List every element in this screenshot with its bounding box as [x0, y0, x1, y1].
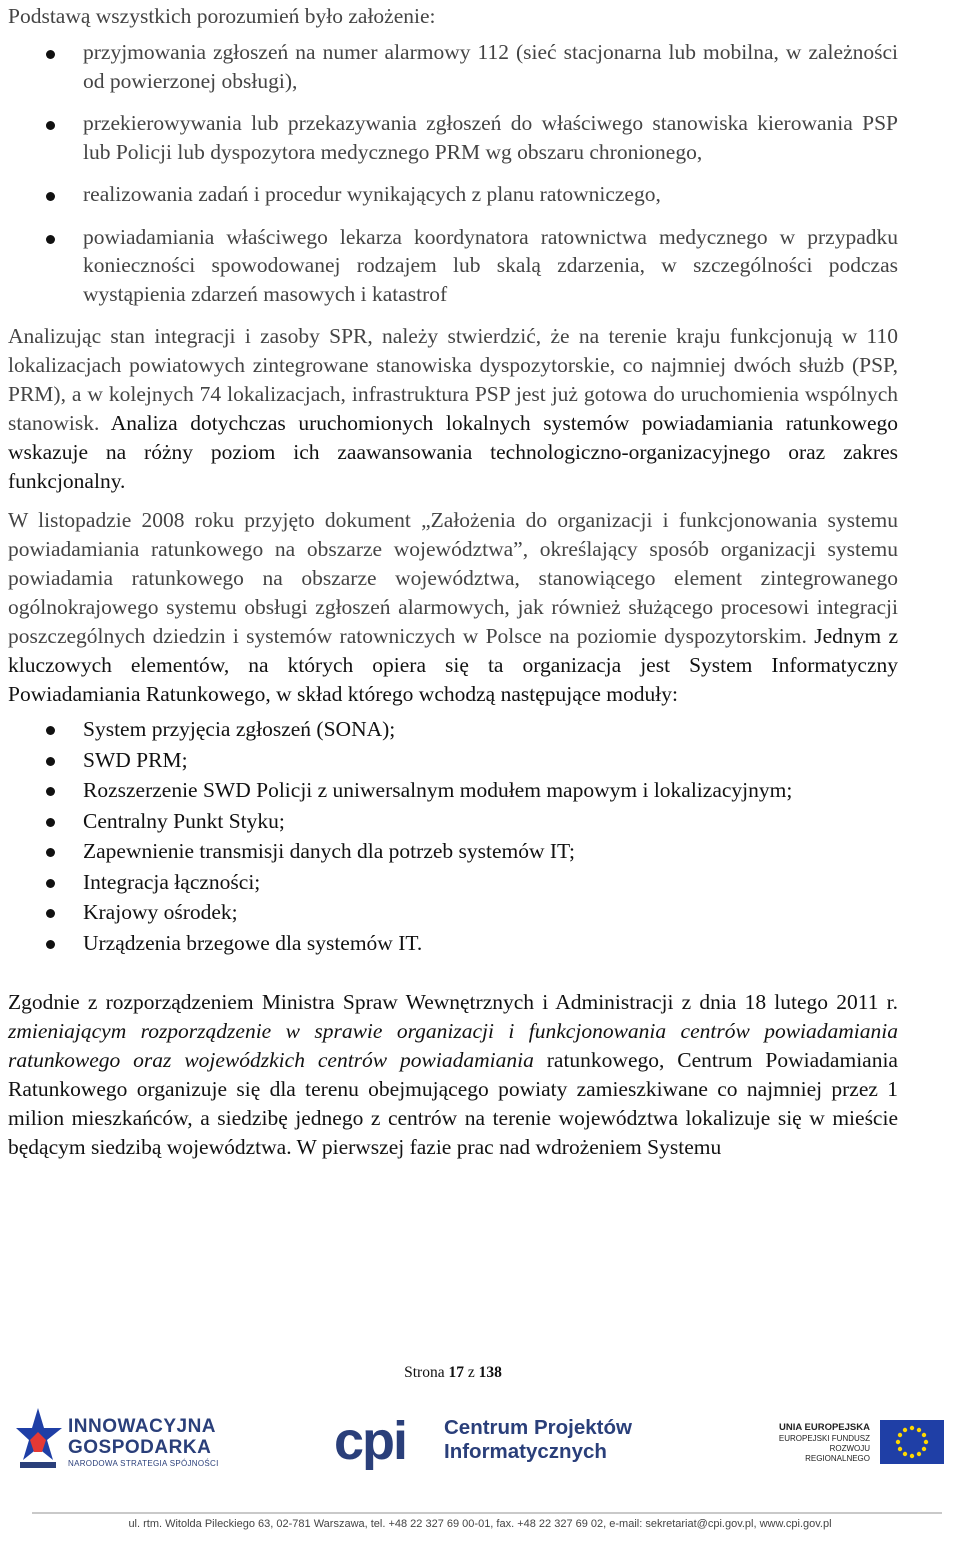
- bullet-icon: [46, 50, 55, 59]
- bullet-icon: [46, 940, 55, 949]
- bullet-icon: [46, 787, 55, 796]
- list-item: SWD PRM;: [8, 746, 898, 775]
- list-item: powiadamiania właściwego lekarza koordynatora ratownictwa medycznego w przypadku konieczności spowodowanej rodzajem lub skalą zdarzenia, w szczególności podczas wystąpienia zdarzeń masowych i katastrof: [8, 223, 898, 309]
- list-item: Integracja łączności;: [8, 868, 898, 897]
- footer-divider: [32, 1512, 942, 1514]
- list-item: Zapewnienie transmisji danych dla potrzeb systemów IT;: [8, 837, 898, 866]
- logos-bar: INNOWACYJNA GOSPODARKA NARODOWA STRATEGIA SPÓJNOŚCI cpi Centrum Projektów Informatycznych UNIA EUROPEJSKA EUROPEJSKI FUNDUSZ ROZWOJU REGIONALNEGO: [0, 1404, 960, 1484]
- ig-star-icon: [16, 1406, 64, 1476]
- bullet-icon: [46, 848, 55, 857]
- assumptions-paragraph: W listopadzie 2008 roku przyjęto dokument „Założenia do organizacji i funkcjonowania systemu powiadamiania ratunkowego na obszarze województwa”, określający sposób organizacji systemu powiadamia ratunkowego na obszarze województwa, stanowiącego element zintegrowanego ogólnokrajowego systemu obsługi zgłoszeń alarmowych, jak również służącego procesowi integracji poszczególnych dziedzin i systemów ratowniczych w Polsce na poziomie dyspozytorskim. Jednym z kluczowych elementów, na których opiera się ta organizacja jest System Informatyczny Powiadamiania Ratunkowego, w skład którego wchodzą następujące moduły:: [8, 508, 898, 706]
- list-item: przyjmowania zgłoszeń na numer alarmowy 112 (sieć stacjonarna lub mobilna, w zależności od powierzonej obsługi),: [8, 38, 898, 95]
- footer-address: ul. rtm. Witolda Pileckiego 63, 02-781 Warszawa, tel. +48 22 327 69 00-01, fax. +48 22 327 69 02, e-mail: sekretariat@cpi.gov.pl, www.cpi.gov.pl: [128, 1518, 832, 1530]
- page-number: Strona 17 z 138: [404, 1364, 502, 1381]
- list-item: Urządzenia brzegowe dla systemów IT.: [8, 929, 898, 958]
- regulation-paragraph: Zgodnie z rozporządzeniem Ministra Spraw Wewnętrznych i Administracji z dnia 18 lutego 2011 r. zmieniającym rozporządzenie w sprawie organizacji i funkcjonowania centrów powiadamiania ratunkowego oraz wojewódzkich centrów powiadamiania ratunkowego, Centrum Powiadamiania Ratunkowego organizuje się dla terenu obejmującego powiaty zamieszkiwane co najmniej przez 1 milion mieszkańców, a siedzibę jednego z centrów na terenie województwa lokalizuje się w mieście będącym siedzibą województwa. W pierwszej fazie prac nad wdrożeniem Systemu: [8, 989, 898, 1159]
- bullet-icon: [46, 757, 55, 766]
- document-page: [8, 0, 898, 1162]
- list-item: Krajowy ośrodek;: [8, 898, 898, 927]
- bullet-icon: [46, 192, 55, 201]
- list-item: System przyjęcia zgłoszeń (SONA);: [8, 715, 898, 744]
- modules-list: [8, 715, 898, 958]
- bullet-icon: [46, 879, 55, 888]
- eu-flag-icon: [880, 1420, 944, 1464]
- list-item: przekierowywania lub przekazywania zgłoszeń do właściwego stanowiska kierowania PSP lub Policji lub dyspozytora medycznego PRM wg obszaru chronionego,: [8, 109, 898, 166]
- list-item: Centralny Punkt Styku;: [8, 807, 898, 836]
- bullet-icon: [46, 726, 55, 735]
- bullet-icon: [46, 818, 55, 827]
- integration-paragraph: Analizując stan integracji i zasoby SPR, należy stwierdzić, że na terenie kraju funkcjonują w 110 lokalizacjach powiatowych zintegrowane stanowiska dyspozytorskie, co najmniej dwóch służb (PSP, PRM), a w kolejnych 74 lokalizacjach, infrastruktura PSP jest już gotowa do uruchomienia wspólnych stanowisk. Analiza dotychczas uruchomionych lokalnych systemów powiadamiania ratunkowego wskazuje na różny poziom ich zaawansowania technologiczno-organizacyjnego oraz zakres funkcjonalny.: [8, 324, 898, 493]
- requirements-list: [8, 38, 898, 308]
- bullet-icon: [46, 235, 55, 244]
- list-item: Rozszerzenie SWD Policji z uniwersalnym modułem mapowym i lokalizacyjnym;: [8, 776, 898, 805]
- innowacyjna-gospodarka-logo: INNOWACYJNA GOSPODARKA NARODOWA STRATEGIA SPÓJNOŚCI: [16, 1406, 64, 1481]
- bullet-icon: [46, 121, 55, 130]
- list-item: realizowania zadań i procedur wynikających z planu ratowniczego,: [8, 180, 898, 209]
- bullet-icon: [46, 909, 55, 918]
- intro-text: Podstawą wszystkich porozumień było założenie:: [8, 4, 436, 28]
